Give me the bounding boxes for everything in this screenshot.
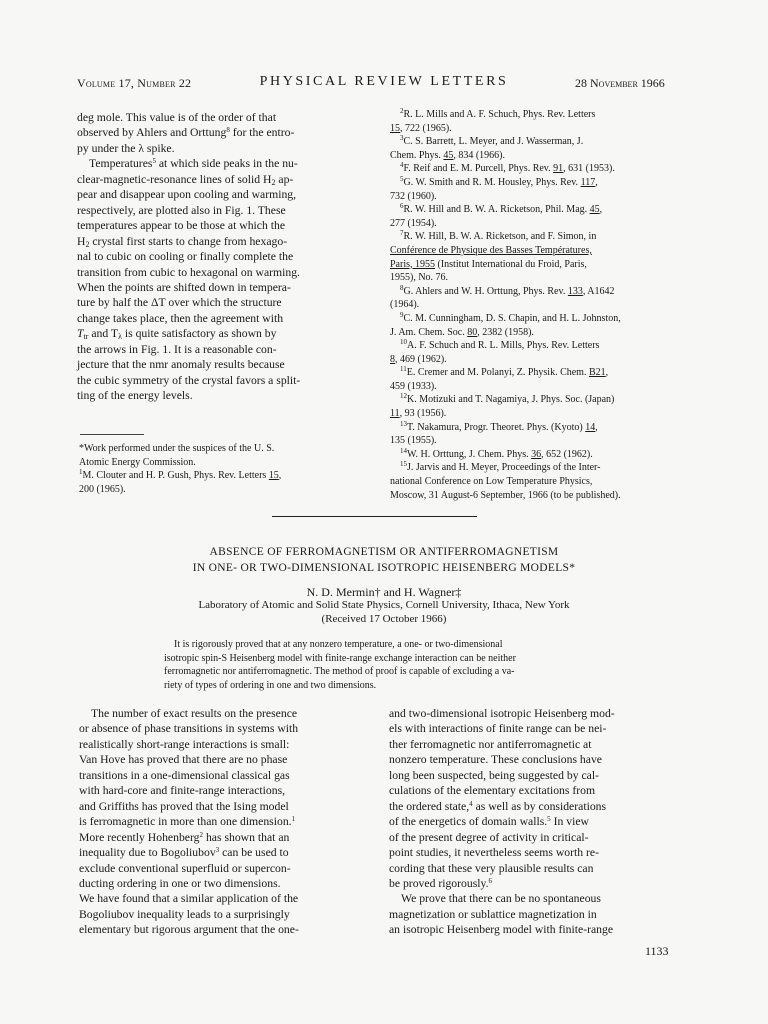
footnote-line: $^1$M. Clouter and H. P. Gush, Phys. Rev. Letters 15, (79, 468, 282, 482)
text-line: long been suspected, being suggested by cal- (389, 768, 599, 782)
text-line: inequality due to Bogoliubov$^3$ can be used to (79, 846, 289, 860)
abstract-line: It is rigorously proved that at any nonzero temperature, a one- or two-dimensional (174, 639, 503, 650)
reference: $^6$R. W. Hill and B. W. A. Ricketson, Phil. Mag. 45, (400, 202, 603, 216)
reference: $^{12}$K. Motizuki and T. Nagamiya, J. Phys. Soc. (Japan) (400, 392, 615, 406)
reference: $^{11}$E. Cremer and M. Polanyi, Z. Physik. Chem. B21, (400, 365, 609, 379)
reference: $^{14}$W. H. Orttung, J. Chem. Phys. 36, 652 (1962). (400, 446, 593, 460)
text-line: transitions in a one-dimensional classical gas (79, 768, 290, 782)
text-line: Bogoliubov inequality leads to a surprisingly (79, 907, 290, 921)
text-line: exclude conventional superfluid or supercon- (79, 861, 291, 875)
footnote-line: 200 (1965). (79, 483, 126, 495)
text-line: the cubic symmetry of the crystal favors a split- (77, 373, 301, 387)
text-line: We prove that there can be no spontaneous (401, 892, 601, 906)
text-line: els with interactions of finite range can be nei- (389, 722, 607, 736)
article-received-date: (Received 17 October 1966) (321, 613, 447, 625)
text-line: realistically short-range interactions is small: (79, 737, 290, 751)
reference: $^5$G. W. Smith and R. M. Housley, Phys. Rev. 117, (400, 174, 598, 188)
reference-cont: J. Am. Chem. Soc. 80, 2382 (1958). (390, 326, 534, 338)
text-line: We have found that a similar application of the (79, 892, 299, 906)
reference-cont: Paris, 1955 (Institut International du Froid, Paris, (390, 258, 587, 270)
text-line: with hard-core and finite-range interactions, (79, 784, 286, 798)
page-number: 1133 (645, 944, 669, 958)
text-line: deg mole. This value is of the order of that (77, 111, 277, 124)
reference: $^{10}$A. F. Schuch and R. L. Mills, Phys. Rev. Letters (400, 338, 600, 352)
text-line: the arrows in Fig. 1. It is a reasonable con- (77, 342, 277, 356)
text-line: cording that these very plausible results can (389, 861, 594, 875)
text-line: $H_2$ crystal first starts to change from hexago- (77, 234, 288, 249)
reference-cont: 1955), No. 76. (390, 272, 449, 284)
text-line: nonzero temperature. These conclusions have (389, 753, 602, 767)
text-line: elementary but rigorous argument that the one- (79, 923, 299, 937)
text-line: $T_{tr}$ and $T_\lambda$ is quite satisfactory as shown by (77, 327, 277, 342)
text-line: More recently Hohenberg$^2$ has shown that an (79, 830, 290, 844)
text-line: of the energetics of domain walls.$^5$ In view (389, 815, 589, 829)
reference-cont: 277 (1954). (390, 217, 437, 229)
reference: $^{13}$T. Nakamura, Progr. Theoret. Phys. (Kyoto) 14, (400, 419, 598, 433)
abstract-line: riety of types of ordering in one and two dimensions. (164, 679, 377, 691)
text-line: culations of the elementary excitations from (389, 784, 596, 798)
reference-cont: (1964). (390, 299, 420, 311)
prev-article-footnotes (79, 442, 281, 496)
abstract-line: ferromagnetic nor antiferromagnetic. The method of proof is capable of excluding a va- (164, 666, 515, 678)
footnote-line: *Work performed under the suspices of the U. S. (79, 443, 275, 454)
date-text: 28 November 1966 (575, 76, 665, 90)
text-line: magnetization or sublattice magnetization in (389, 907, 597, 921)
text-line: pear and disappear upon cooling and warming, (77, 188, 297, 202)
text-line: ting of the energy levels. (77, 389, 193, 403)
text-line: The number of exact results on the presence (91, 707, 298, 720)
article-separator-rule (272, 516, 477, 517)
text-line: When the points are shifted down in tempera- (77, 280, 291, 294)
reference: $^3$C. S. Barrett, L. Meyer, and J. Wasserman, J. (400, 134, 584, 148)
article-body-left-column (79, 706, 299, 938)
text-line: an isotropic Heisenberg model with finite-range (389, 923, 614, 937)
text-line: is ferromagnetic in more than one dimension.$^1$ (79, 815, 296, 829)
article-affiliation: Laboratory of Atomic and Solid State Physics, Cornell University, Ithaca, New York (198, 599, 570, 611)
prev-article-text (77, 110, 300, 404)
text-line: ture by half the ΔT over which the structure (77, 296, 282, 310)
text-line: clear-magnetic-resonance lines of solid $H_2$ ap- (77, 172, 294, 187)
reference-cont: Chem. Phys. 45, 834 (1966). (390, 149, 506, 161)
article-title-line-1: ABSENCE OF FERROMAGNETISM OR ANTIFERROMAGNETISM (209, 546, 559, 558)
text-line: jecture that the nmr anomaly results because (77, 358, 285, 372)
text-line: py under the λ spike. (77, 141, 175, 155)
reference: $^8$G. Ahlers and W. H. Orttung, Phys. Rev. 133, A1642 (400, 283, 615, 297)
running-header-date (575, 76, 665, 91)
reference-cont: 732 (1960). (390, 190, 437, 202)
reference-cont: Conférence de Physique des Basses Températures, (390, 244, 592, 256)
abstract-line: isotropic spin-S Heisenberg model with finite-range exchange interaction can be neither (164, 652, 516, 664)
reference-cont: 15, 722 (1965). (390, 122, 452, 134)
reference: $^2$R. L. Mills and A. F. Schuch, Phys. Rev. Letters (400, 107, 596, 120)
article-title-line-2: IN ONE- OR TWO-DIMENSIONAL ISOTROPIC HEISENBERG MODELS* (192, 562, 576, 574)
article-abstract (164, 638, 516, 692)
reference: $^7$R. W. Hill, B. W. A. Ricketson, and F. Simon, in (400, 229, 597, 243)
reference-cont: 11, 93 (1956). (390, 408, 447, 420)
reference-cont: 459 (1933). (390, 380, 437, 392)
text-line: the ordered state,$^4$ as well as by considerations (389, 799, 607, 813)
text-line: change takes place, then the agreement with (77, 311, 284, 325)
reference: $^{15}$J. Jarvis and H. Meyer, Proceedings of the Inter- (400, 460, 601, 474)
text-line: Temperatures$^5$ at which side peaks in the nu- (89, 157, 298, 171)
text-line: ther ferromagnetic nor antiferromagnetic at (389, 737, 592, 751)
text-line: of the present degree of activity in critical- (389, 830, 589, 844)
text-line: ducting ordering in one or two dimensions. (79, 876, 281, 890)
running-header-volume: Volume 17, Number 22 (77, 76, 192, 90)
text-line: and Griffiths has proved that the Ising model (79, 799, 289, 813)
text-line: point studies, it nevertheless seems worth re- (389, 846, 600, 860)
references-list (390, 108, 621, 502)
footnote-divider (80, 434, 144, 435)
reference-cont: Moscow, 31 August-6 September, 1966 (to be published). (390, 489, 621, 501)
reference-cont: 8, 469 (1962). (390, 353, 447, 365)
text-line: temperatures appear to be those at which the (77, 219, 286, 233)
reference-cont: 135 (1955). (390, 435, 437, 447)
footnote-line: Atomic Energy Commission. (79, 456, 196, 468)
text-line: be proved rigorously.$^6$ (389, 876, 493, 890)
text-line: observed by Ahlers and Orttung$^8$ for the entro- (77, 126, 295, 140)
text-line: transition from cubic to hexagonal on warming. (77, 265, 300, 279)
text-line: and two-dimensional isotropic Heisenberg mod- (389, 707, 615, 720)
reference: $^9$C. M. Cunningham, D. S. Chapin, and H. L. Johnston, (400, 310, 621, 324)
journal-title: PHYSICAL REVIEW LETTERS (259, 74, 509, 89)
reference: $^4$F. Reif and E. M. Purcell, Phys. Rev. 91, 631 (1953). (400, 161, 615, 175)
text-line: or absence of phase transitions in systems with (79, 722, 299, 736)
text-line: nal to cubic on cooling or finally complete the (77, 250, 294, 264)
text-line: Van Hove has proved that there are no phase (79, 753, 288, 767)
reference-cont: national Conference on Low Temperature Physics, (390, 476, 593, 488)
article-authors: N. D. Mermin† and H. Wagner‡ (306, 585, 462, 599)
text-line: respectively, are plotted also in Fig. 1. These (77, 203, 286, 217)
article-body-right-column (389, 706, 615, 938)
